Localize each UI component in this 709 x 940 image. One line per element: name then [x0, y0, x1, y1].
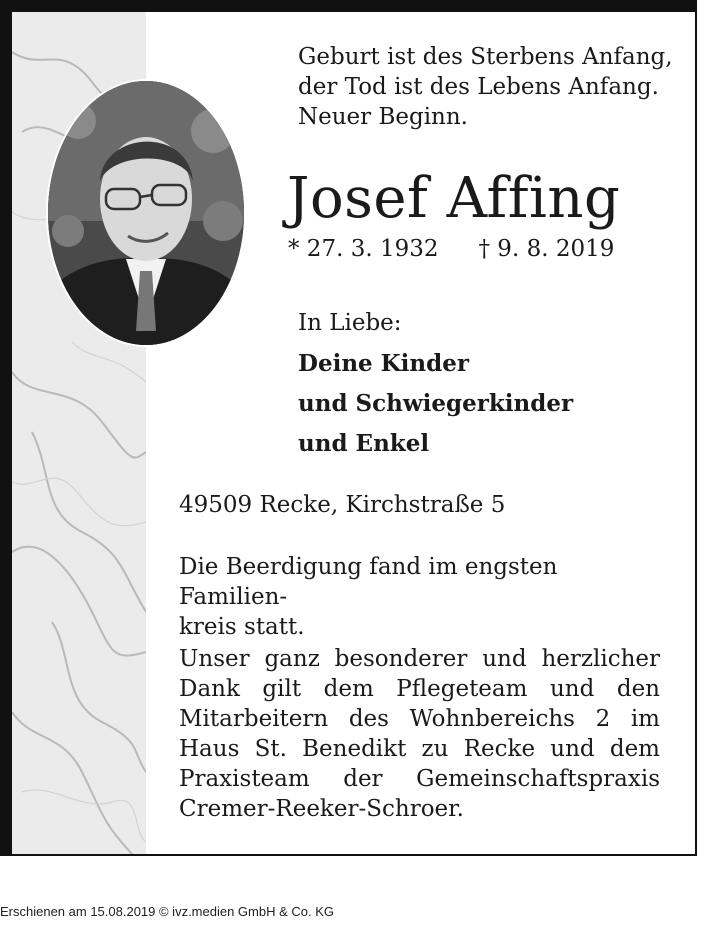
funeral-line: kreis statt.	[179, 614, 305, 640]
mourners	[298, 308, 678, 464]
mourner-line: und Schwiegerkinder	[298, 390, 574, 417]
mourner-line: Deine Kinder	[298, 350, 469, 377]
death-date: † 9. 8. 2019	[478, 236, 615, 262]
deceased-name: Josef Affing	[287, 166, 621, 231]
funeral-line: Die Beerdigung fand im engsten Familien-	[179, 554, 558, 610]
thanks-paragraph: Unser ganz besonderer und herzlicher Dank gilt dem Pflegeteam und den Mitarbeitern des Wohnbereichs 2 im Haus St. Benedikt zu Recke und dem Praxisteam der Gemeinschaftspraxis Cremer-Reeker-Schroer.	[179, 646, 660, 822]
funeral-notice	[179, 552, 669, 642]
motto	[298, 42, 678, 132]
portrait-image	[48, 81, 244, 345]
portrait-photo	[48, 81, 244, 345]
publication-footer: Erschienen am 15.08.2019 © ivz.medien GmbH & Co. KG	[0, 904, 335, 919]
mourners-label: In Liebe:	[298, 310, 402, 336]
motto-line: Neuer Beginn.	[298, 104, 468, 130]
obituary-card	[12, 12, 695, 854]
mourner-line: und Enkel	[298, 430, 430, 457]
motto-line: der Tod ist des Lebens Anfang.	[298, 74, 659, 100]
life-dates	[288, 234, 668, 264]
birth-date: * 27. 3. 1932	[288, 236, 439, 262]
motto-line: Geburt ist des Sterbens Anfang,	[298, 44, 673, 70]
address: 49509 Recke, Kirchstraße 5	[179, 492, 506, 518]
